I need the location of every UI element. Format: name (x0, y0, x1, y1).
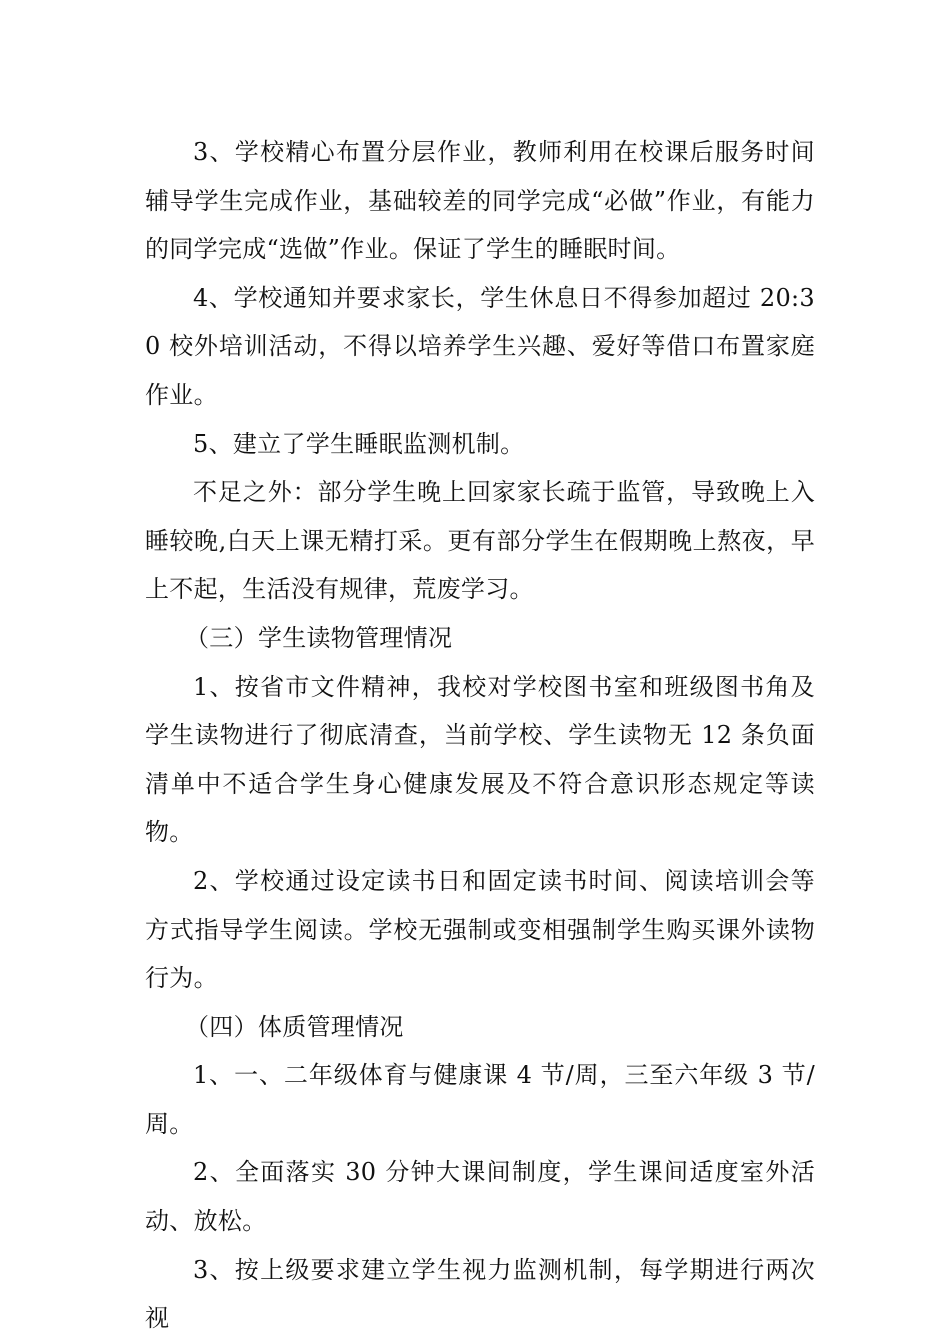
document-body (145, 128, 815, 1343)
paragraph-shortcomings: 不足之外：部分学生晚上回家家长疏于监管，导致晚上入睡较晚,白天上课无精打采。更有部分学生在假期晚上熬夜，早上不起，生活没有规律，荒废学习。 (145, 478, 815, 604)
paragraph-pe-classes: 1、一、二年级体育与健康课 4 节/周，三至六年级 3 节/周。 (145, 1061, 815, 1138)
paragraph-homework-layered: 3、学校精心布置分层作业，教师利用在校课后服务时间辅导学生完成作业，基础较差的同学完成“必做”作业，有能力的同学完成“选做”作业。保证了学生的睡眠时间。 (145, 138, 815, 264)
section-heading-reading-materials: （三）学生读物管理情况 (185, 623, 453, 652)
paragraph-vision-monitoring: 3、按上级要求建立学生视力监测机制，每学期进行两次视 (145, 1255, 815, 1333)
paragraph-parent-notice: 4、学校通知并要求家长，学生休息日不得参加超过 20:30 校外培训活动，不得以培养学生兴趣、爱好等借口布置家庭作业。 (145, 283, 815, 409)
section-heading-physical-fitness: （四）体质管理情况 (185, 1012, 404, 1041)
paragraph-library-inspection: 1、按省市文件精神，我校对学校图书室和班级图书角及学生读物进行了彻底清查，当前学校、学生读物无 12 条负面清单中不适合学生身心健康发展及不符合意识形态规定等读物。 (145, 672, 815, 847)
paragraph-reading-guidance: 2、学校通过设定读书日和固定读书时间、阅读培训会等方式指导学生阅读。学校无强制或变相强制学生购买课外读物行为。 (145, 866, 815, 993)
paragraph-recess-system: 2、全面落实 30 分钟大课间制度，学生课间适度室外活动、放松。 (145, 1158, 815, 1236)
paragraph-sleep-monitoring: 5、建立了学生睡眠监测机制。 (193, 429, 525, 458)
